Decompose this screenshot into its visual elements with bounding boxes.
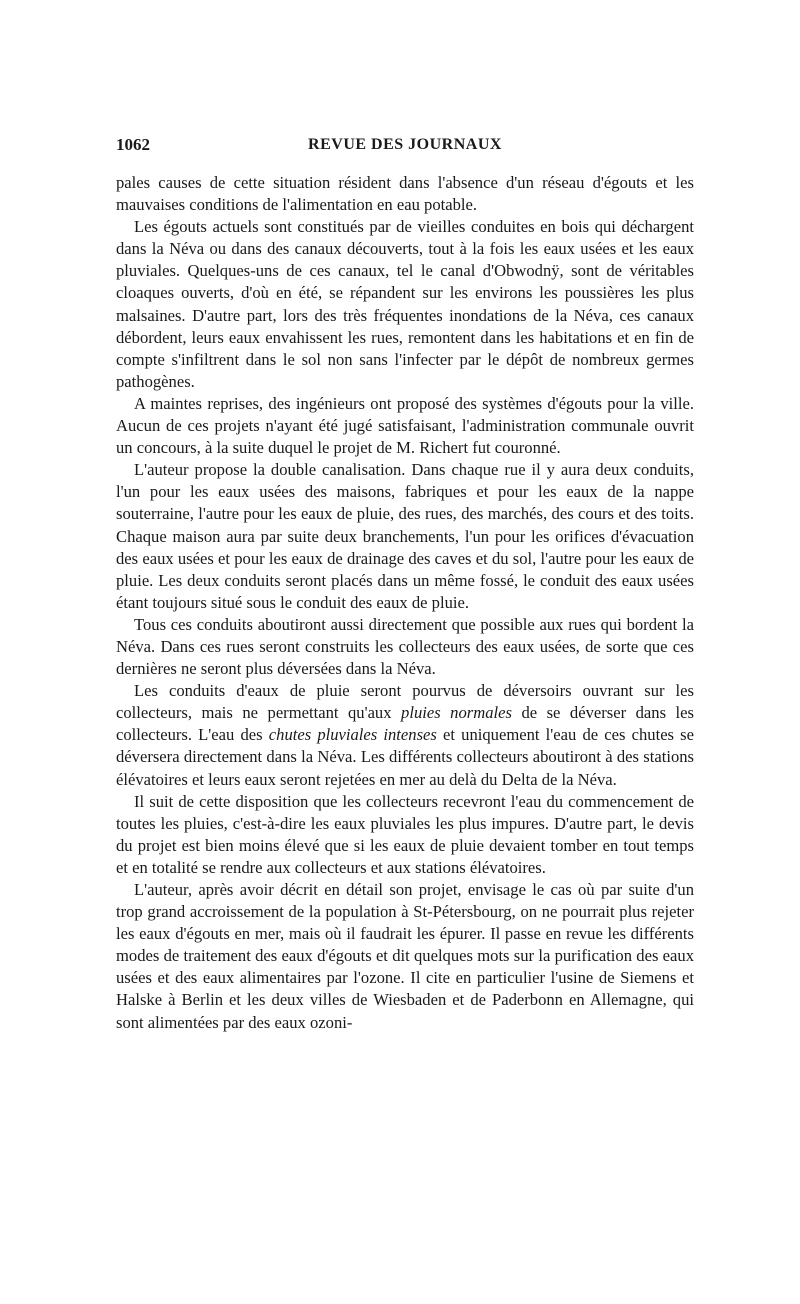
paragraph (116, 614, 694, 680)
paragraph (116, 791, 694, 879)
text-run: A maintes reprises, des ingénieurs ont proposé des systèmes d'égouts pour la ville. Aucun de ces projets n'ayant été jugé satisfaisant, l'administration communale ouvrit un concours, à la suite duquel le projet de M. Richert fut couronné. (116, 393, 694, 458)
paragraph (116, 216, 694, 393)
paragraph (116, 393, 694, 459)
text-run: Les conduits d'eaux de pluie seront pourvus de déversoirs ouvrant sur les collecteurs, mais ne permettant qu'aux (116, 681, 694, 723)
running-head (116, 134, 694, 160)
paragraph (116, 172, 694, 216)
text-run: L'auteur propose la double canalisation. Dans chaque rue il y aura deux conduits, l'un pour les eaux usées des maisons, fabriques et pour les eaux de la nappe souterraine, l'autre pour les eaux de pluie, des rues, des marchés, des cours et des toits. Chaque maison aura par suite deux branchements, l'un pour les orifices d'évacuation des eaux usées et pour les eaux de drainage des caves et du sol, l'autre pour les eaux de pluie. Les deux conduits seront placés dans un même fossé, le conduit des eaux usées étant toujours situé sous le conduit des eaux de pluie. (116, 460, 694, 612)
paragraph (116, 680, 694, 790)
body-text (116, 172, 694, 1034)
text-run: et uniquement l'eau de ces chutes se déversera directement dans la Néva. Les différents collecteurs aboutiront à des stations élévatoires et leurs eaux seront rejetées en mer au delà du Delta de la Néva. (116, 725, 694, 789)
italic-text: pluies normales (401, 703, 512, 723)
paragraph (116, 459, 694, 614)
text-run: de se déverser dans les collecteurs. L'eau des (116, 703, 694, 745)
text-run: pales causes de cette situation résident dans l'absence d'un réseau d'égouts et les mauvaises conditions de l'alimentation en eau potable. (116, 173, 694, 215)
text-run: Il suit de cette disposition que les collecteurs recevront l'eau du commencement de toutes les pluies, c'est-à-dire les eaux pluviales les plus impures. D'autre part, le devis du projet est bien moins élevé que si les eaux de pluie devaient tomber en tout temps et en totalité se rendre aux collecteurs et aux stations élévatoires. (116, 791, 694, 877)
text-run: Les égouts actuels sont constitués par de vieilles conduites en bois qui déchargent dans la Néva ou dans des canaux découverts, tout à la fois les eaux usées et les eaux pluviales. Quelques-uns de ces canaux, tel le canal d'Obwodnÿ, sont de véritables cloaques ouverts, d'où en été, se répandent sur les environs les poussières les plus malsaines. D'autre part, lors des très fréquentes inondations de la Néva, ces canaux débordent, leurs eaux envahissent les rues, remontent dans les habitations et en fin de compte s'infiltrent dans le sol non sans l'infecter par le dépôt de nombreux germes pathogènes. (116, 217, 694, 391)
document-page (116, 134, 694, 1034)
paragraph (116, 879, 694, 1034)
running-title: REVUE DES JOURNAUX (308, 136, 502, 153)
page-number: 1062 (116, 135, 150, 154)
italic-text: chutes pluviales intenses (268, 725, 437, 745)
text-run: Tous ces conduits aboutiront aussi directement que possible aux rues qui bordent la Néva. Dans ces rues seront construits les collecteurs des eaux usées, de sorte que ces dernières ne seront plus déversées dans la Néva. (116, 614, 694, 679)
text-run: L'auteur, après avoir décrit en détail son projet, envisage le cas où par suite d'un trop grand accroissement de la population à St-Pétersbourg, on ne pourrait plus rejeter les eaux d'égouts en mer, mais où il faudrait les épurer. Il passe en revue les différents modes de traitement des eaux d'égouts et dit quelques mots sur la purification des eaux usées et des eaux alimentaires par l'ozone. Il cite en particulier l'usine de Siemens et Halske à Berlin et les deux villes de Wiesbaden et de Paderbonn en Allemagne, qui sont alimentées par des eaux ozoni- (116, 880, 694, 1032)
